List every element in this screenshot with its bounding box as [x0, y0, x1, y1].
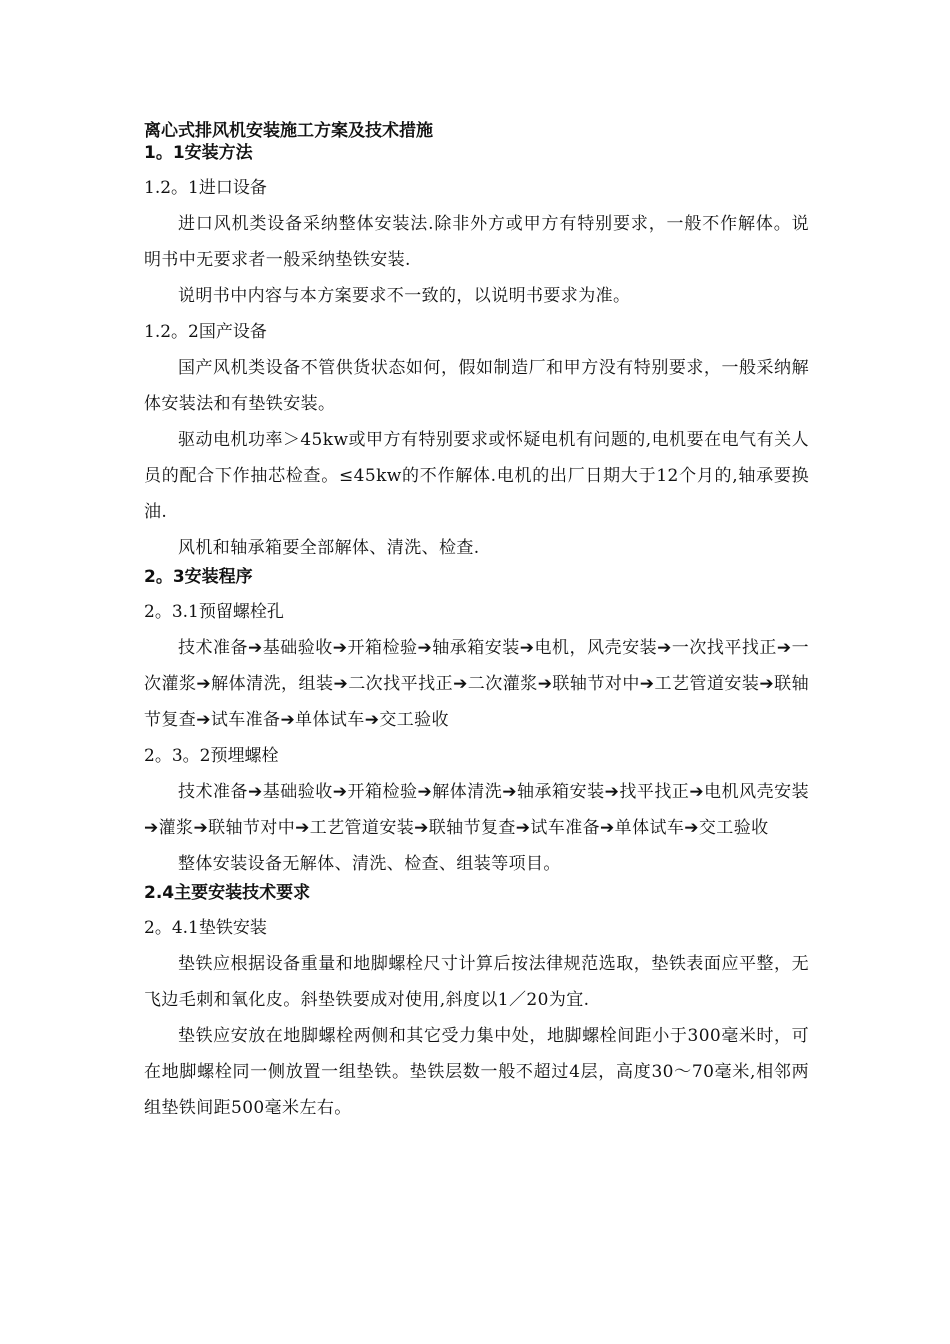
para-import-1: 进口风机类设备采纳整体安装法.除非外方或甲方有特别要求，一般不作解体。说明书中无要求者一般采纳垫铁安装.: [144, 214, 809, 270]
heading-2-3-1: 2。3.1预留螺栓孔: [144, 602, 284, 622]
para-domestic-1: 国产风机类设备不管供货状态如何，假如制造厂和甲方没有特别要求，一般采纳解体安装法和有垫铁安装。: [144, 358, 809, 414]
heading-2-3: 2。3安装程序: [144, 567, 253, 587]
para-import-2: 说明书中内容与本方案要求不一致的，以说明书要求为准。: [178, 286, 631, 306]
para-procedure-3: 整体安装设备无解体、清洗、检查、组装等项目。: [178, 854, 561, 874]
document-title: 离心式排风机安装施工方案及技术措施: [144, 121, 433, 141]
para-procedure-2: 技术准备➔基础验收➔开箱检验➔解体清洗➔轴承箱安装➔找平找正➔电机风壳安装➔灌浆➔联轴节对中➔工艺管道安装➔联轴节复查➔试车准备➔单体试车➔交工验收: [144, 782, 809, 838]
para-domestic-2: 驱动电机功率＞45kw或甲方有特别要求或怀疑电机有问题的,电机要在电气有关人员的配合下作抽芯检查。≤45kw的不作解体.电机的出厂日期大于12个月的,轴承要换油.: [144, 430, 809, 522]
heading-1-2-2: 1.2。2国产设备: [144, 322, 267, 342]
document-page: [144, 120, 809, 1126]
para-shim-1: 垫铁应根据设备重量和地脚螺栓尺寸计算后按法律规范选取，垫铁表面应平整，无飞边毛刺和氧化皮。斜垫铁要成对使用,斜度以1／20为宜.: [144, 954, 809, 1010]
heading-2-4-1: 2。4.1垫铁安装: [144, 918, 267, 938]
document-body: [144, 142, 809, 1126]
para-domestic-3: 风机和轴承箱要全部解体、清洗、检查.: [178, 538, 480, 558]
heading-1-2-1: 1.2。1进口设备: [144, 178, 267, 198]
para-procedure-1: 技术准备➔基础验收➔开箱检验➔轴承箱安装➔电机，风壳安装➔一次找平找正➔一次灌浆➔解体清洗，组装➔二次找平找正➔二次灌浆➔联轴节对中➔工艺管道安装➔联轴节复查➔试车准备➔单体试车➔交工验收: [144, 638, 809, 730]
para-shim-2: 垫铁应安放在地脚螺栓两侧和其它受力集中处，地脚螺栓间距小于300毫米时，可在地脚螺栓同一侧放置一组垫铁。垫铁层数一般不超过4层，高度30～70毫米,相邻两组垫铁间距500毫米左右。: [144, 1026, 809, 1118]
heading-2-4: 2.4主要安装技术要求: [144, 883, 311, 903]
heading-2-3-2: 2。3。2预埋螺栓: [144, 746, 279, 766]
heading-1-1: 1。1安装方法: [144, 143, 253, 163]
